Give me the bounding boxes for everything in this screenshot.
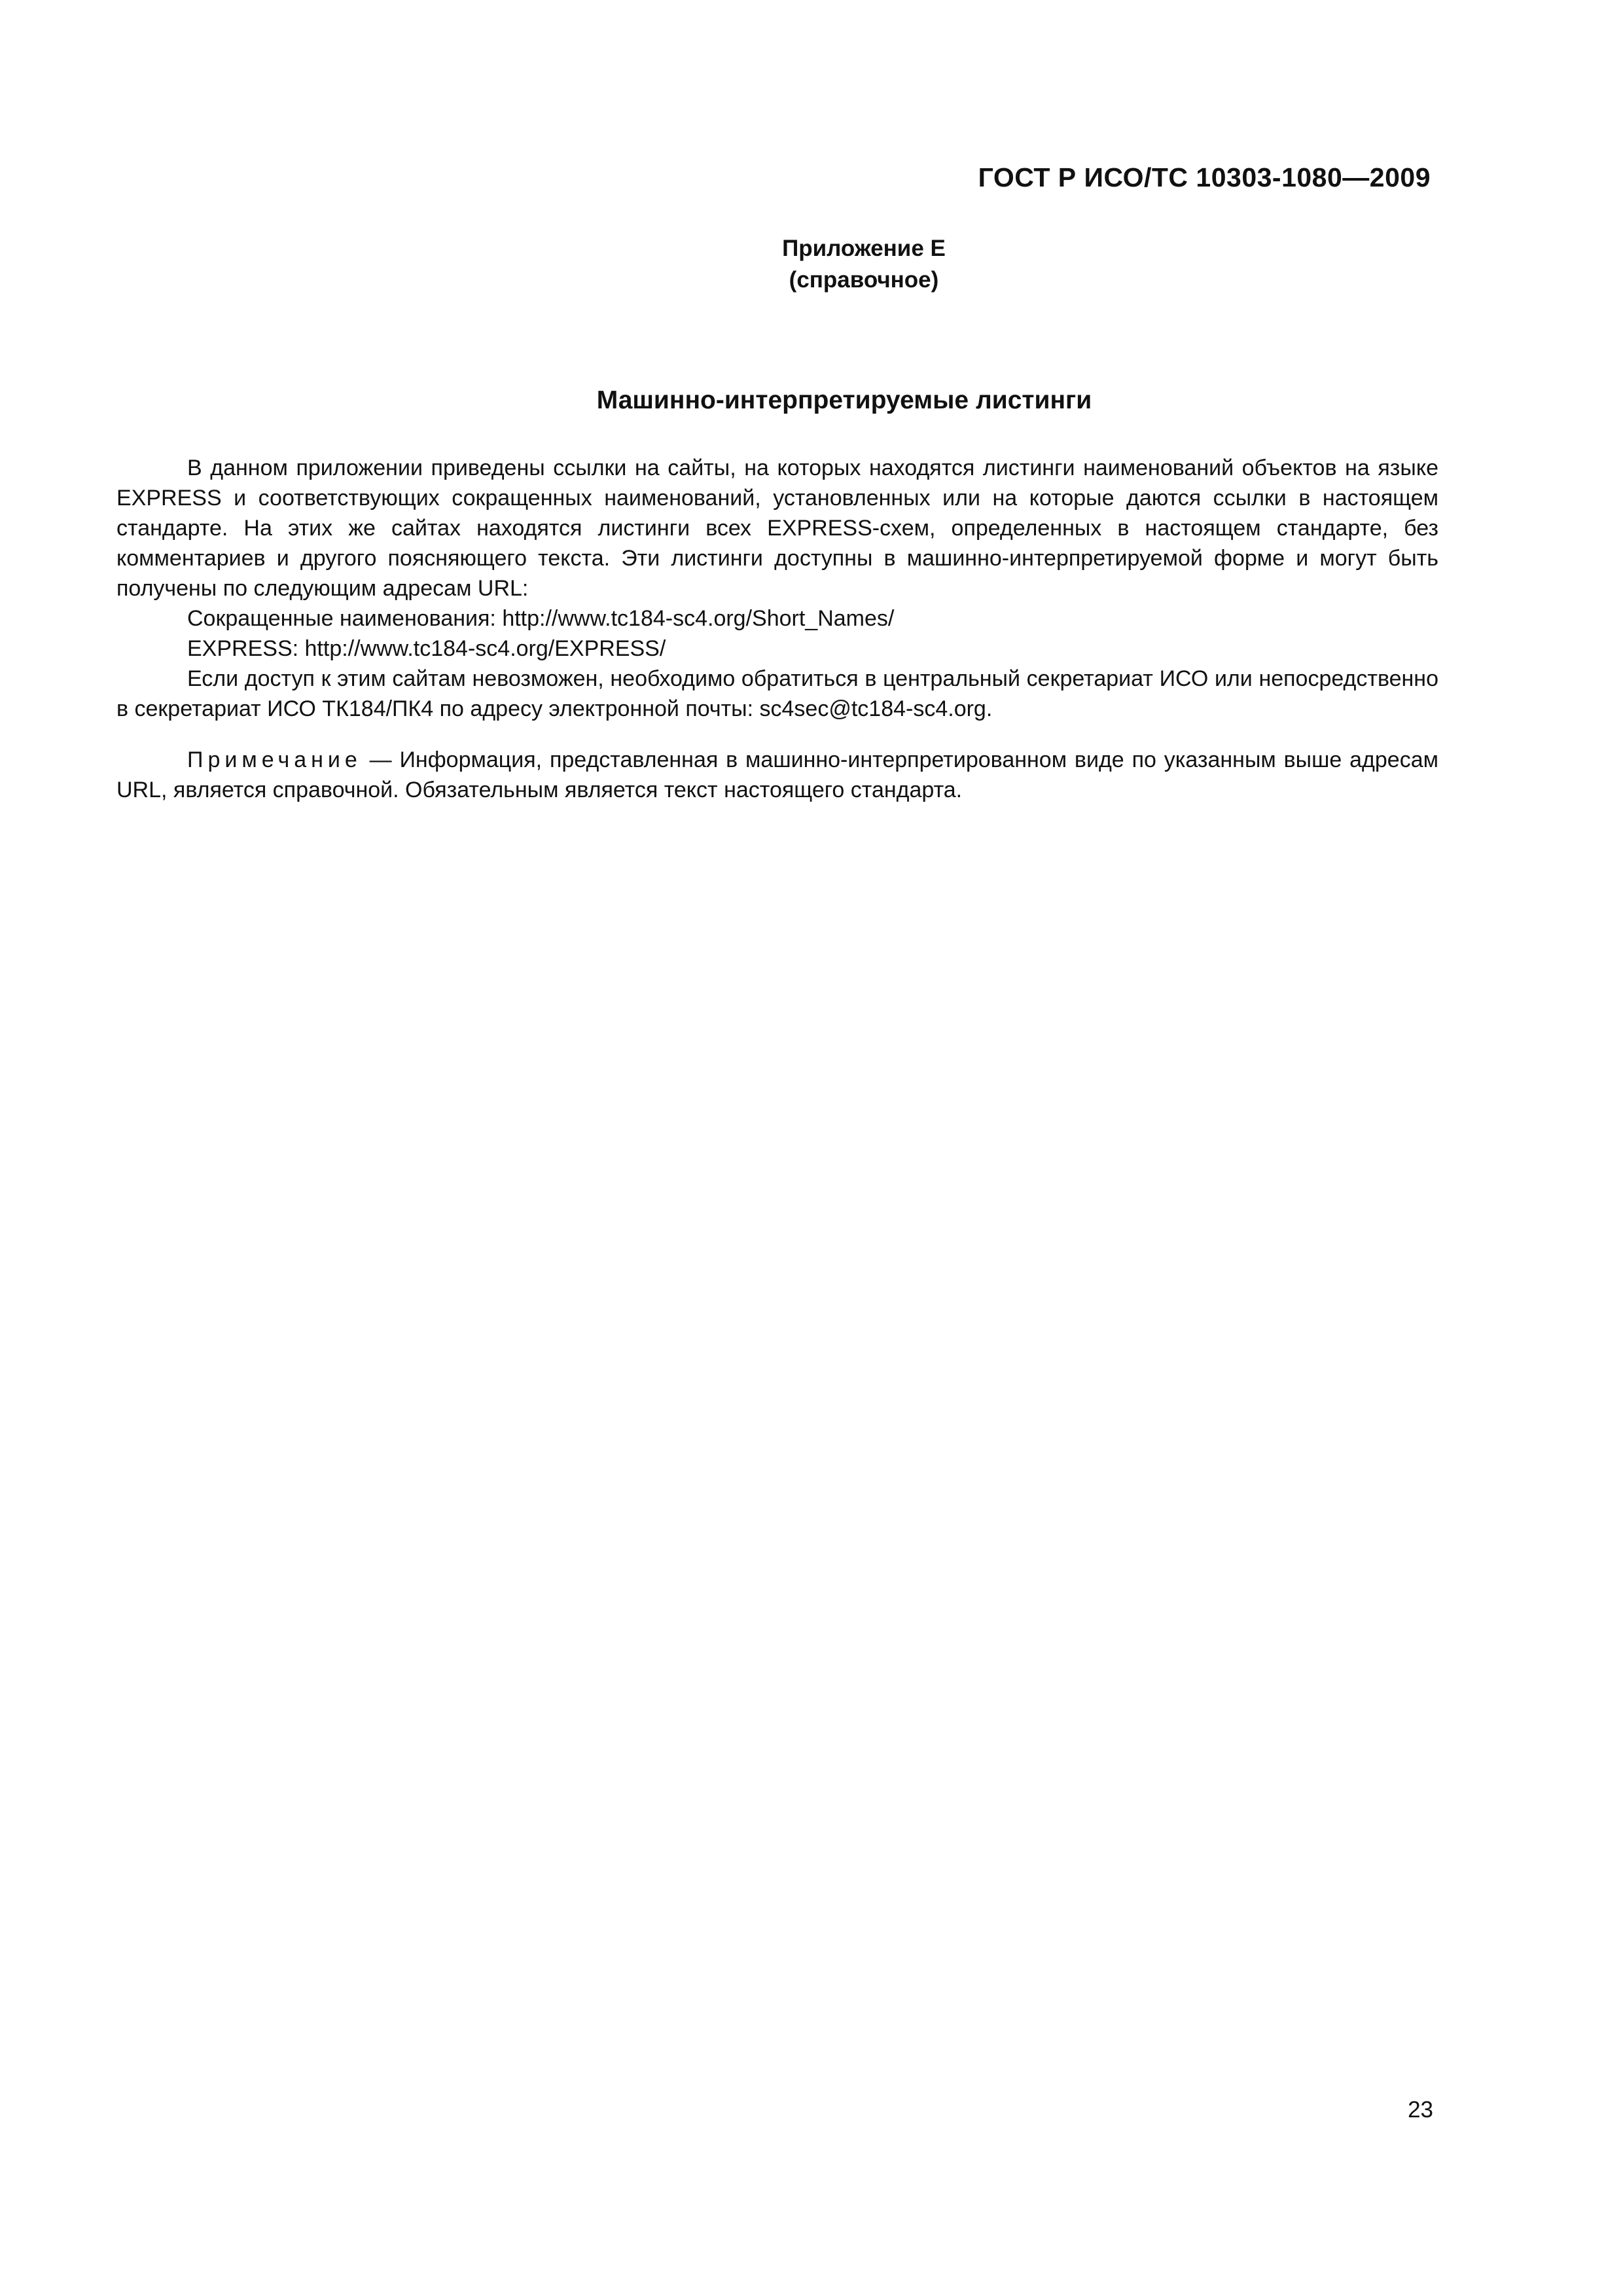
- appendix-title: Приложение Е: [782, 236, 946, 261]
- note-label: Примечание: [187, 747, 362, 772]
- paragraph-express-url: EXPRESS: http://www.tc184-sc4.org/EXPRESS/: [187, 636, 666, 661]
- section-title-wrap: [0, 386, 1623, 415]
- note: [116, 745, 1438, 805]
- appendix-subtitle: (справочное): [789, 267, 939, 293]
- page-number: 23: [1408, 2097, 1433, 2123]
- note-text: — Информация, представленная в машинно-интерпретированном виде по указанным выше адресам URL, является справочной. Обязательным является текст настоящего стандарта.: [116, 747, 1438, 802]
- document-code: ГОСТ Р ИСО/ТС 10303-1080—2009: [978, 162, 1431, 192]
- appendix-heading: [0, 233, 1623, 296]
- paragraph-contact: Если доступ к этим сайтам невозможен, необходимо обратиться в центральный секретариат ИСО или непосредственно в секретариат ИСО ТК184/ПК4 по адресу электронной почты: sc4sec@tc184-sc4.org.: [116, 666, 1438, 721]
- paragraph-short-names-url: Сокращенные наименования: http://www.tc184-sc4.org/Short_Names/: [187, 606, 895, 631]
- paragraph-intro: В данном приложении приведены ссылки на сайты, на которых находятся листинги наименований объектов на языке EXPRESS и соответствующих сокращенных наименований, установленных или на которые даются ссылки в настоящем стандарте. На этих же сайтах находятся листинги всех EXPRESS-схем, определенных в настоящем стандарте, без комментариев и другого поясняющего текста. Эти листинги доступны в машинно-интерпретируемой форме и могут быть получены по следующим адресам URL:: [116, 456, 1438, 601]
- body-text: [116, 453, 1438, 724]
- section-title: Машинно-интерпретируемые листинги: [596, 386, 1092, 414]
